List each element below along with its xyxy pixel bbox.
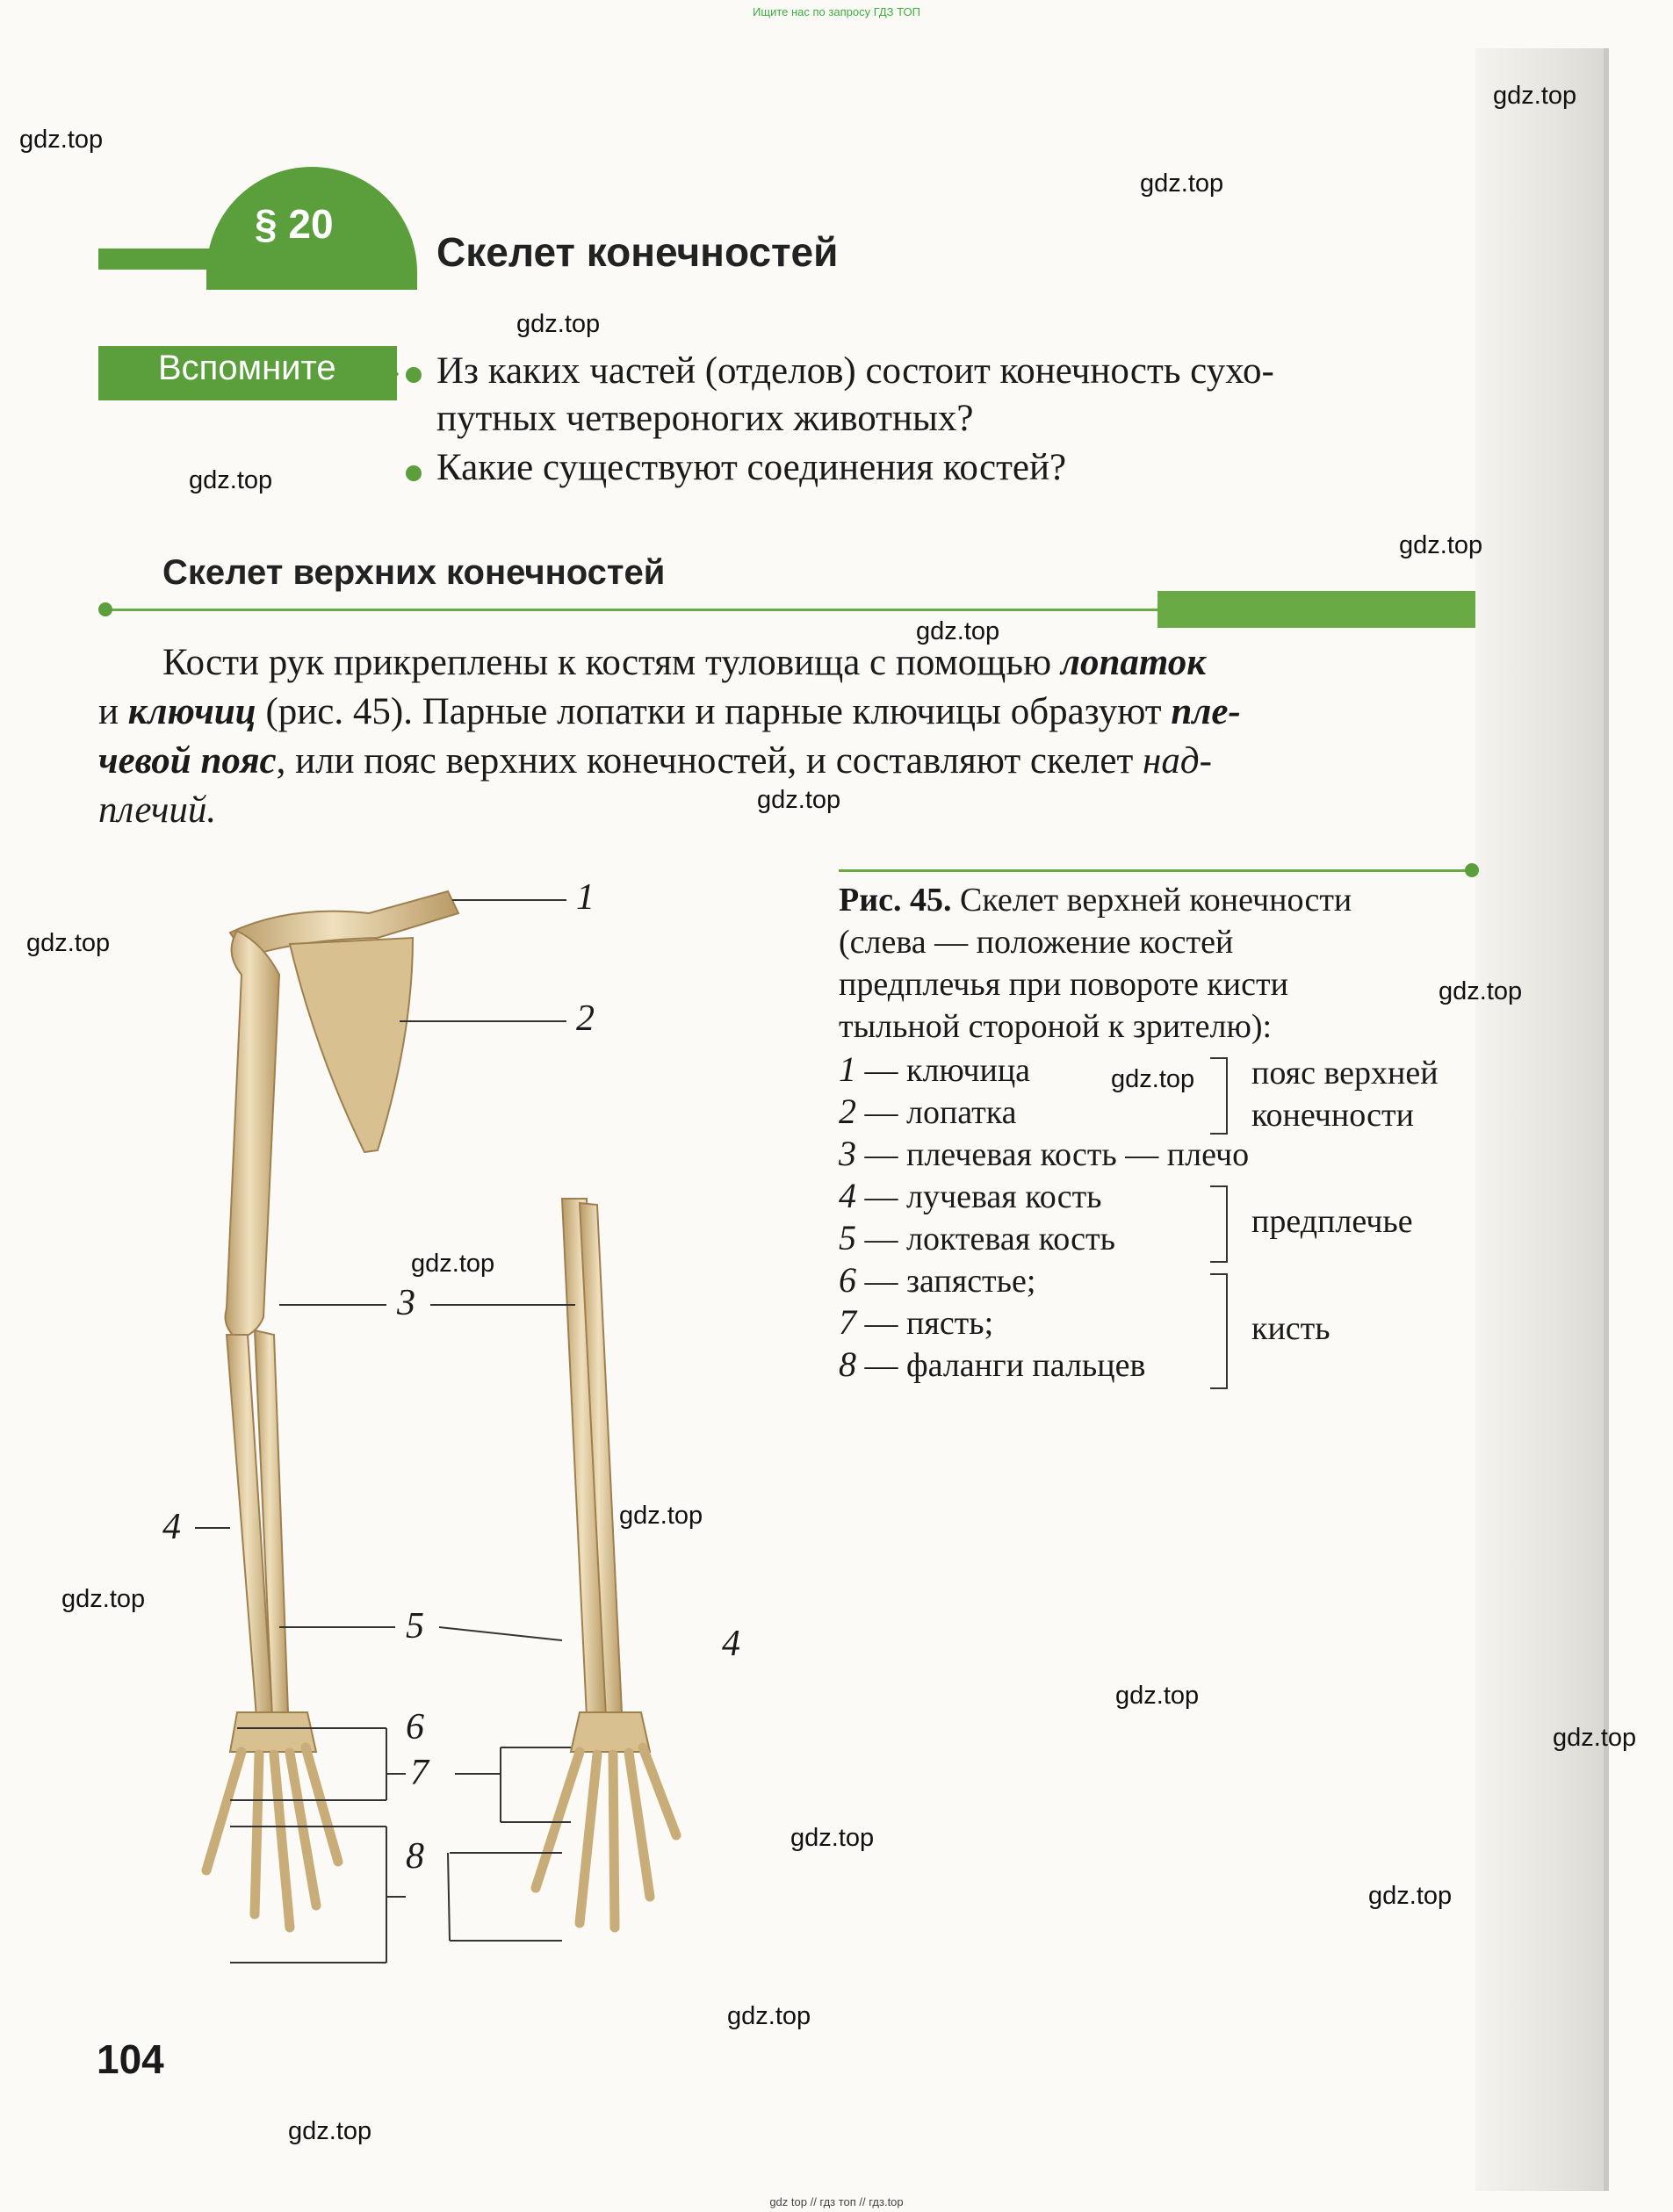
figure-label: 2 [576,998,595,1039]
subsection-title: Скелет верхних конечностей [162,553,666,592]
figure-label: 3 [397,1283,415,1323]
legend-item: 6 — запястье; [839,1260,1036,1300]
humerus [226,931,280,1339]
legend-item: 8 — фаланги пальцев [839,1344,1146,1384]
watermark: gdz.top [1553,1724,1637,1752]
watermark: gdz.top [288,2117,372,2145]
watermark: gdz.top [757,786,841,814]
legend-item: 5 — локтевая кость [839,1218,1115,1257]
right-carpals [571,1712,650,1752]
body-line-4: плечий. [98,789,217,831]
legend-item: 1 — ключица [839,1049,1031,1089]
watermark: gdz.top [619,1502,703,1530]
figure-label: 1 [576,877,595,918]
page-number: 104 [97,2036,164,2082]
question-2: Какие существуют соединения костей? [436,447,1067,488]
watermark: gdz.top [1399,531,1483,559]
question-1-line-1: Из каких частей (отделов) состоит конечность сухо- [436,350,1274,392]
watermark: gdz.top [26,929,111,957]
legend-item: 4 — лучевая кость [839,1176,1102,1215]
watermark: gdz.top [916,617,1000,645]
right-fingers [536,1747,676,1927]
watermark: gdz.top [19,126,104,154]
watermark: gdz.top [727,2002,811,2030]
legend-item: 2 — лопатка [839,1092,1017,1131]
watermark: gdz.top [1368,1882,1453,1910]
figure-caption-line-2: (слева — положение костей [839,924,1234,961]
watermark: gdz.top [189,466,273,494]
left-fingers [206,1747,338,1927]
figure-label: 6 [406,1707,424,1747]
figure-caption-line-3: предплечья при повороте кисти [839,966,1288,1003]
legend-item: 7 — пясть; [839,1302,994,1342]
bottom-note: gdz top // гдз топ // гдз.top [769,2195,904,2208]
group-label-girdle: пояс верхней [1251,1055,1439,1092]
group-label-girdle-2: конечности [1251,1097,1414,1134]
group-label-forearm: предплечье [1251,1203,1413,1240]
question-1-line-2: путных четвероногих животных? [436,398,974,439]
watermark: gdz.top [61,1585,146,1613]
figure-label: 4 [162,1507,181,1547]
group-label-hand: кисть [1251,1310,1330,1347]
body-line-2: и ключиц (рис. 45). Парные лопатки и парные ключицы образуют пле- [98,691,1241,732]
remember-label: Вспомните [158,349,336,387]
body-line-1: Кости рук прикреплены к костям туловища с помощью лопаток [162,642,1207,683]
watermark: gdz.top [411,1250,495,1278]
right-forearm-bones [536,1199,676,1927]
watermark: gdz.top [1111,1065,1195,1093]
scapula [290,938,413,1152]
figure-label: 7 [410,1753,429,1793]
watermark: gdz.top [1493,82,1577,110]
body-line-3: чевой пояс, или пояс верхних конечностей, и составляют скелет над- [98,740,1212,782]
watermark: gdz.top [1140,169,1224,198]
figure-label: 8 [406,1836,424,1877]
figure-label: 4 [722,1624,740,1664]
legend-item: 3 — плечевая кость — плечо [839,1134,1250,1173]
watermark: gdz.top [516,310,601,338]
watermark: gdz.top [1115,1682,1200,1710]
figure-caption-line-4: тыльной стороной к зрителю): [839,1008,1273,1045]
figure-label: 5 [406,1606,424,1646]
section-title: Скелет конечностей [436,229,839,275]
watermark: gdz.top [790,1824,875,1852]
paragraph-number: § 20 [255,201,334,247]
watermark: gdz.top [1439,977,1523,1005]
top-note: Ищите нас по запросу ГДЗ ТОП [753,5,920,18]
figure-caption-line-1: Рис. 45. Скелет верхней конечности [839,882,1352,919]
